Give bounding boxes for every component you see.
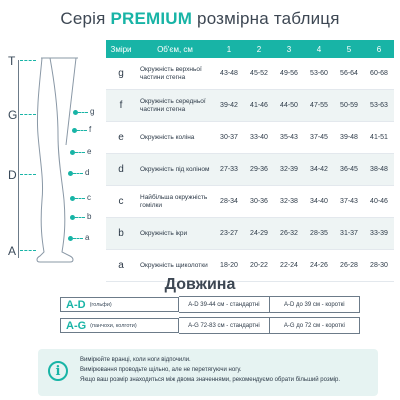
length-type: (гольфи) [89, 301, 112, 308]
value-cell: 29-36 [250, 166, 268, 173]
point-letter: e [87, 147, 92, 156]
value-cell: 38-48 [370, 166, 388, 173]
value-cell: 32-38 [280, 198, 298, 205]
point-line [75, 217, 85, 218]
desc-cell: Окружність щиколотки [140, 261, 208, 269]
value-cell: 37-45 [310, 134, 328, 141]
zone-cell: g [118, 68, 124, 79]
point-letter: a [85, 233, 90, 242]
point-letter: d [85, 168, 90, 177]
value-cell: 32-39 [280, 166, 298, 173]
value-cell: 24-29 [250, 230, 268, 237]
value-cell: 47-55 [310, 102, 328, 109]
value-cell: 31-37 [340, 230, 358, 237]
length-standard: A-G 72-83 см - стандартні [179, 317, 269, 334]
level-line [20, 174, 36, 175]
length-short: A-D до 39 см - короткі [270, 296, 360, 313]
note-line: Якщо ваш розмір знаходиться між двома значеннями, рекомендуємо обрати більший розмір. [80, 377, 341, 383]
zone-cell: d [118, 164, 124, 175]
info-icon: i [48, 361, 68, 381]
value-cell: 33-39 [370, 230, 388, 237]
point-line [78, 112, 88, 113]
value-cell: 44-50 [280, 102, 298, 109]
zone-cell: f [119, 100, 123, 111]
value-cell: 26-28 [340, 262, 358, 269]
value-cell: 30-37 [220, 134, 238, 141]
value-cell: 45-52 [250, 70, 268, 77]
level-letter: D [8, 168, 17, 182]
value-cell: 53-63 [370, 102, 388, 109]
value-cell: 41-46 [250, 102, 268, 109]
value-cell: 27-33 [220, 166, 238, 173]
point-line [75, 152, 85, 153]
value-cell: 30-36 [250, 198, 268, 205]
value-cell: 56-64 [340, 70, 358, 77]
table-row [106, 154, 394, 186]
info-note [38, 349, 378, 396]
level-letter: T [8, 54, 16, 68]
zone-cell: c [118, 196, 124, 207]
header-cell: 4 [316, 44, 322, 54]
value-cell: 35-43 [280, 134, 298, 141]
table-row [106, 58, 394, 90]
header-cell: 6 [376, 44, 382, 54]
value-cell: 39-48 [340, 134, 358, 141]
value-cell: 28-35 [310, 230, 328, 237]
zone-cell: e [118, 132, 124, 143]
length-code: A-D [66, 298, 86, 311]
value-cell: 50-59 [340, 102, 358, 109]
level-letter: G [8, 108, 18, 122]
header-cell: 5 [346, 44, 352, 54]
point-letter: c [87, 193, 91, 202]
note-line: Вимірювання проводьте щільно, але не перетягуючи ногу. [80, 367, 242, 373]
value-cell: 41-51 [370, 134, 388, 141]
value-cell: 36-45 [340, 166, 358, 173]
desc-cell: Окружність середньої частини стегна [140, 97, 206, 113]
value-cell: 39-42 [220, 102, 238, 109]
page-title [0, 9, 400, 29]
level-line [20, 114, 36, 115]
value-cell: 18-20 [220, 262, 238, 269]
value-cell: 34-42 [310, 166, 328, 173]
height-axis [18, 60, 19, 258]
length-type: (панчохи, колготи) [90, 322, 137, 329]
level-line [20, 250, 36, 251]
point-line [73, 238, 83, 239]
value-cell: 26-32 [280, 230, 298, 237]
value-cell: 37-43 [340, 198, 358, 205]
header-cell: Об'єм, см [157, 44, 193, 54]
desc-cell: Окружність коліна [140, 133, 195, 141]
size-table [106, 40, 394, 282]
value-cell: 40-46 [370, 198, 388, 205]
value-cell: 60-68 [370, 70, 388, 77]
length-code: A-G [66, 319, 87, 332]
point-line [73, 173, 83, 174]
table-row [106, 218, 394, 250]
value-cell: 33-40 [250, 134, 268, 141]
table-row [106, 122, 394, 154]
header-cell: 1 [226, 44, 232, 54]
length-label [60, 297, 179, 312]
desc-cell: Окружність під коліном [140, 165, 210, 173]
table-header [106, 40, 394, 58]
value-cell: 34-40 [310, 198, 328, 205]
desc-cell: Окружність верхньої частини стегна [140, 65, 202, 81]
value-cell: 43-48 [220, 70, 238, 77]
value-cell: 53-60 [310, 70, 328, 77]
title-brand: PREMIUM [110, 9, 193, 28]
desc-cell: Найбільша окружність гомілки [140, 193, 208, 209]
title-suffix: розмірна таблиця [192, 9, 340, 28]
level-letter: A [8, 244, 17, 258]
point-line [77, 130, 87, 131]
length-standard: A-D 39-44 см - стандартні [179, 296, 269, 313]
table-row [106, 186, 394, 218]
value-cell: 24-26 [310, 262, 328, 269]
note-line: Вимірюйте вранці, коли ноги відпочили. [80, 357, 191, 363]
note-text [80, 355, 340, 385]
length-label [60, 318, 179, 333]
desc-cell: Окружність ікри [140, 229, 188, 237]
point-letter: b [87, 212, 92, 221]
title-prefix: Серія [60, 9, 111, 28]
level-line [20, 60, 36, 61]
value-cell: 20-22 [250, 262, 268, 269]
point-letter: g [90, 107, 95, 116]
header-cell: 2 [256, 44, 262, 54]
zone-cell: b [118, 228, 124, 239]
value-cell: 22-24 [280, 262, 298, 269]
point-letter: f [89, 125, 92, 134]
zone-cell: a [118, 260, 124, 271]
value-cell: 28-34 [220, 198, 238, 205]
value-cell: 28-30 [370, 262, 388, 269]
leg-diagram [0, 40, 106, 270]
header-cell: Зміри [110, 44, 132, 54]
value-cell: 23-27 [220, 230, 238, 237]
length-row [60, 296, 360, 313]
table-row [106, 90, 394, 122]
header-cell: 3 [286, 44, 292, 54]
length-short: A-G до 72 см - короткі [270, 317, 360, 334]
length-row [60, 317, 360, 334]
value-cell: 49-56 [280, 70, 298, 77]
length-title: Довжина [164, 276, 236, 293]
point-line [75, 198, 85, 199]
